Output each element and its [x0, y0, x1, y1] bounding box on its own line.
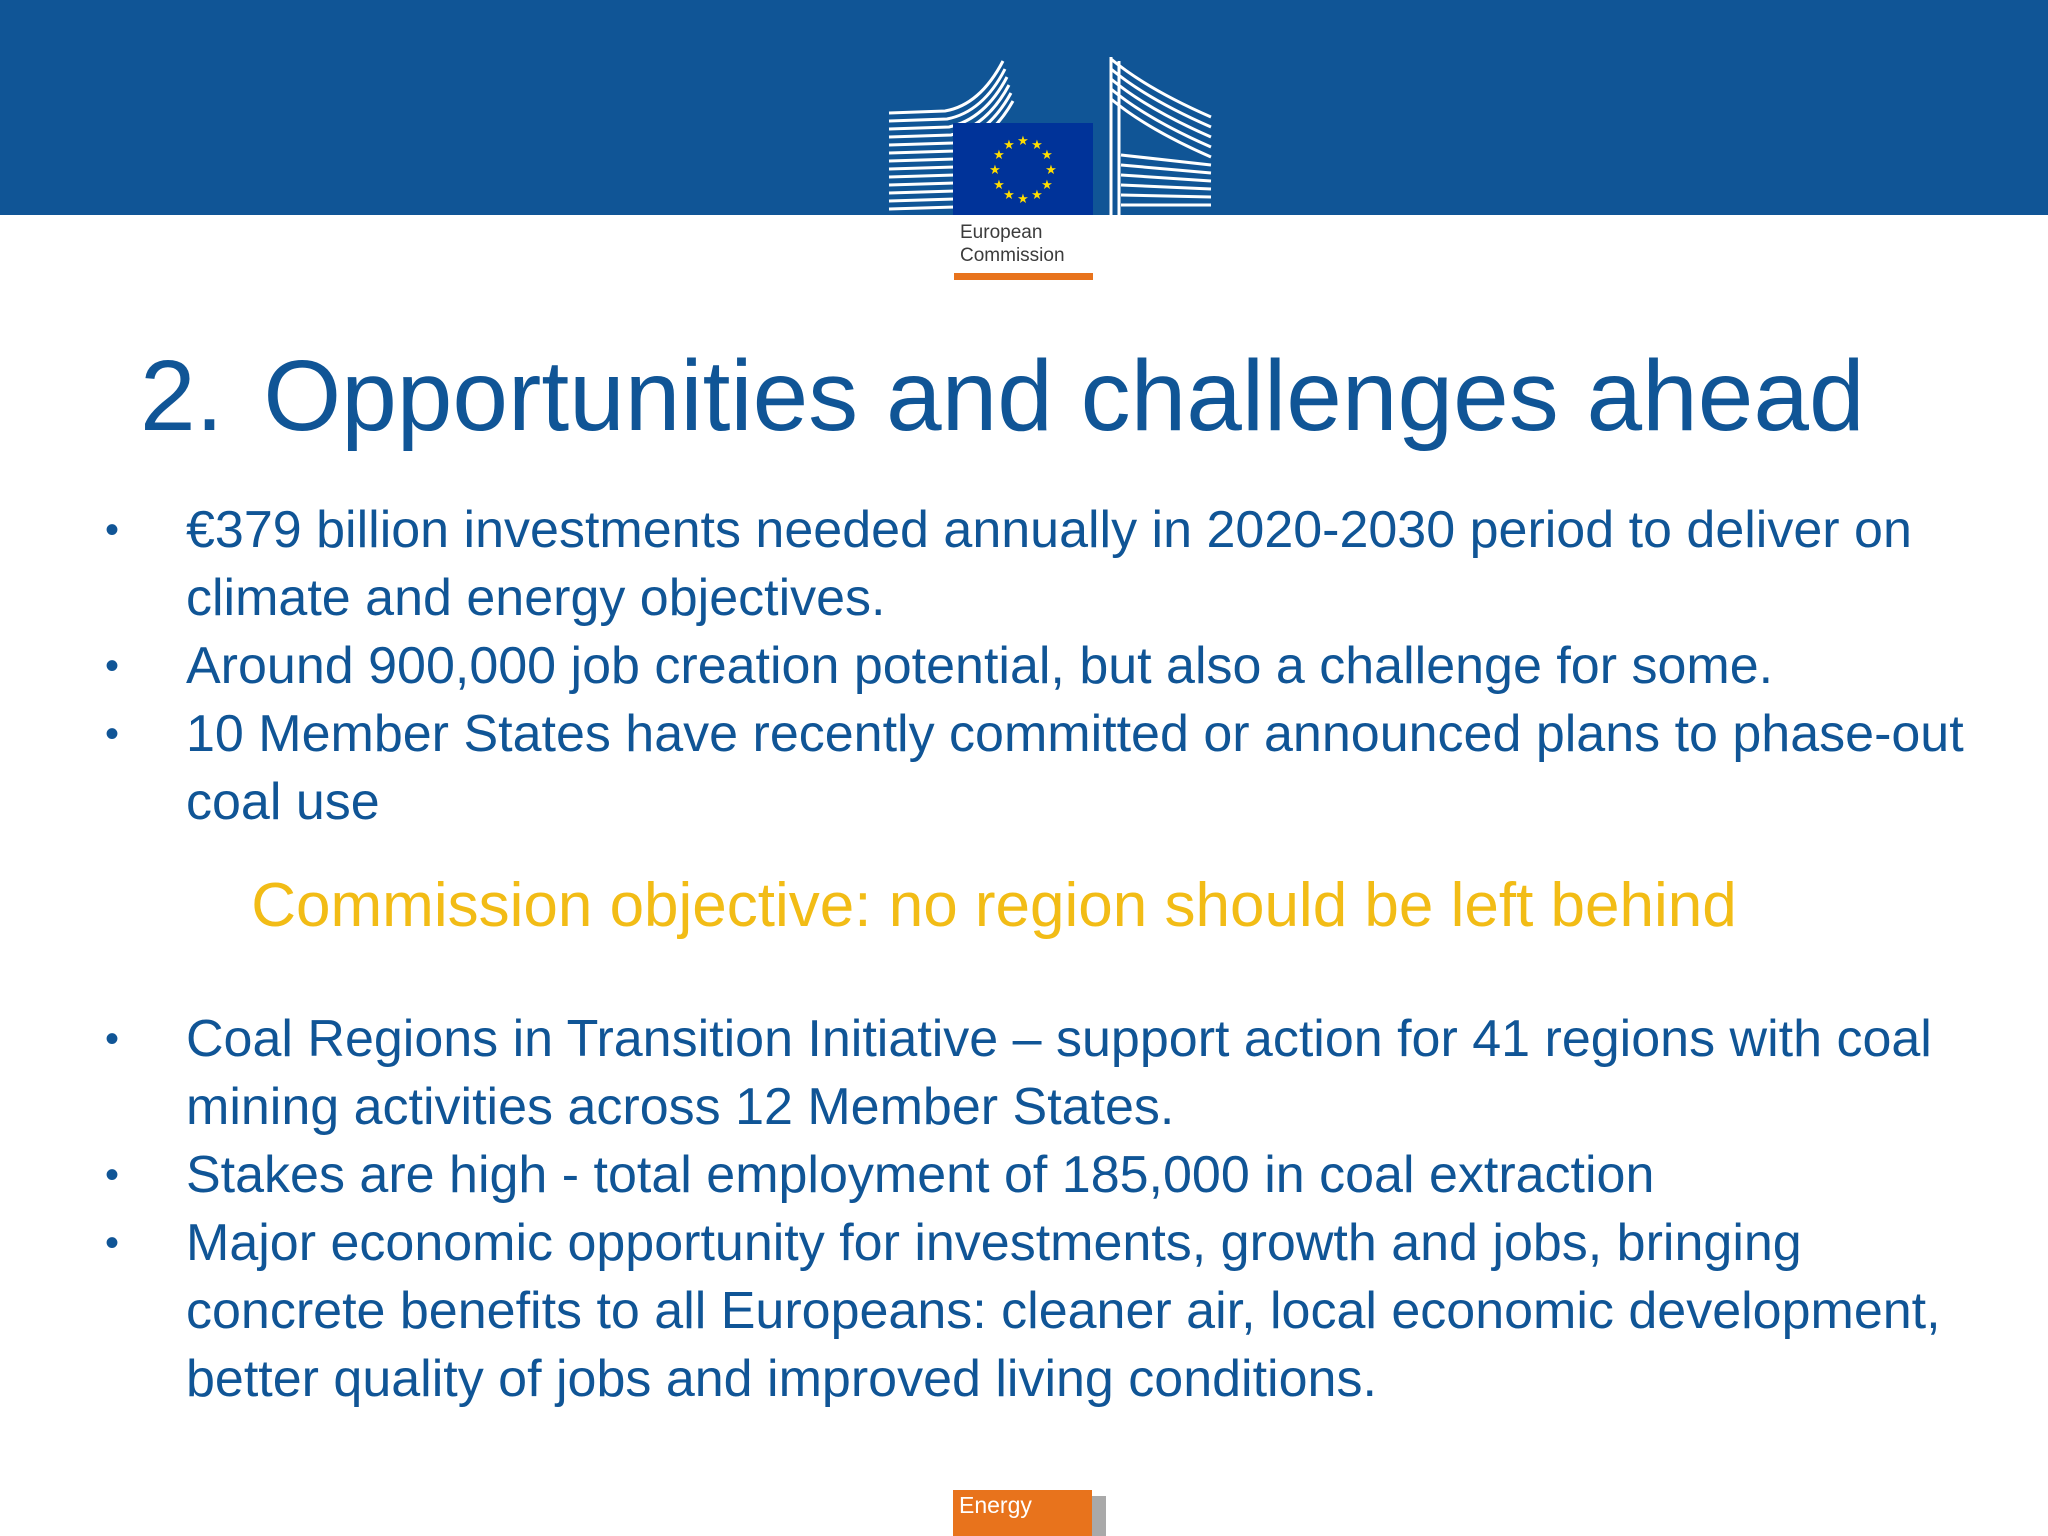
- title-text: Opportunities and challenges ahead: [263, 340, 1865, 452]
- building-right-lines: [1111, 57, 1211, 215]
- bullet-list-top: [105, 496, 2005, 836]
- bullet-item: [105, 1005, 2005, 1141]
- bullet-icon: •: [105, 1221, 120, 1265]
- slide-title: [140, 338, 2020, 454]
- commission-objective: Commission objective: no region should be left behind: [251, 871, 1737, 940]
- bullet-item: [105, 496, 2005, 632]
- bullet-item: [105, 632, 2005, 700]
- bullet-text: Stakes are high - total employment of 185,000 in coal extraction: [186, 1146, 1655, 1204]
- bullet-icon: •: [105, 1017, 120, 1061]
- bullet-item: [105, 1209, 2005, 1413]
- bullet-icon: •: [105, 508, 120, 552]
- svg-text:★: ★: [1041, 148, 1053, 163]
- bullet-icon: •: [105, 712, 120, 756]
- svg-text:★: ★: [1045, 163, 1057, 178]
- bullet-item: [105, 1141, 2005, 1209]
- svg-text:★: ★: [1003, 138, 1015, 153]
- bullet-text: Major economic opportunity for investments, growth and jobs, bringing concrete benefits to all Europeans: cleaner air, local economic development, better quality of jobs and improved living conditions.: [186, 1214, 1941, 1408]
- bullet-icon: •: [105, 644, 120, 688]
- bullet-icon: •: [105, 1153, 120, 1197]
- svg-text:★: ★: [993, 148, 1005, 163]
- bullet-text: Coal Regions in Transition Initiative – support action for 41 regions with coal mining activities across 12 Member States.: [186, 1010, 1932, 1136]
- svg-text:★: ★: [989, 163, 1001, 178]
- svg-text:★: ★: [1017, 134, 1029, 149]
- svg-text:★: ★: [1003, 188, 1015, 203]
- logo-line-2: Commission: [960, 245, 1065, 266]
- logo-label: [960, 221, 1100, 267]
- bullet-item: [105, 700, 2005, 836]
- bullet-list-bottom: [105, 1005, 2005, 1413]
- bullet-text: Around 900,000 job creation potential, but also a challenge for some.: [186, 637, 1774, 695]
- svg-text:★: ★: [1031, 138, 1043, 153]
- logo-line-1: European: [960, 222, 1043, 243]
- svg-text:★: ★: [1031, 188, 1043, 203]
- title-number: 2.: [140, 340, 224, 452]
- bullet-text: €379 billion investments needed annually in 2020-2030 period to deliver on climate and energy objectives.: [186, 501, 1912, 627]
- svg-text:★: ★: [1041, 178, 1053, 193]
- svg-text:★: ★: [1017, 192, 1029, 207]
- svg-text:★: ★: [993, 178, 1005, 193]
- footer-energy-tag: Energy: [953, 1490, 1092, 1536]
- bullet-text: 10 Member States have recently committed or announced plans to phase-out coal use: [186, 705, 1964, 831]
- logo-accent-bar: [954, 273, 1093, 280]
- footer-tag-shadow: [1092, 1496, 1106, 1536]
